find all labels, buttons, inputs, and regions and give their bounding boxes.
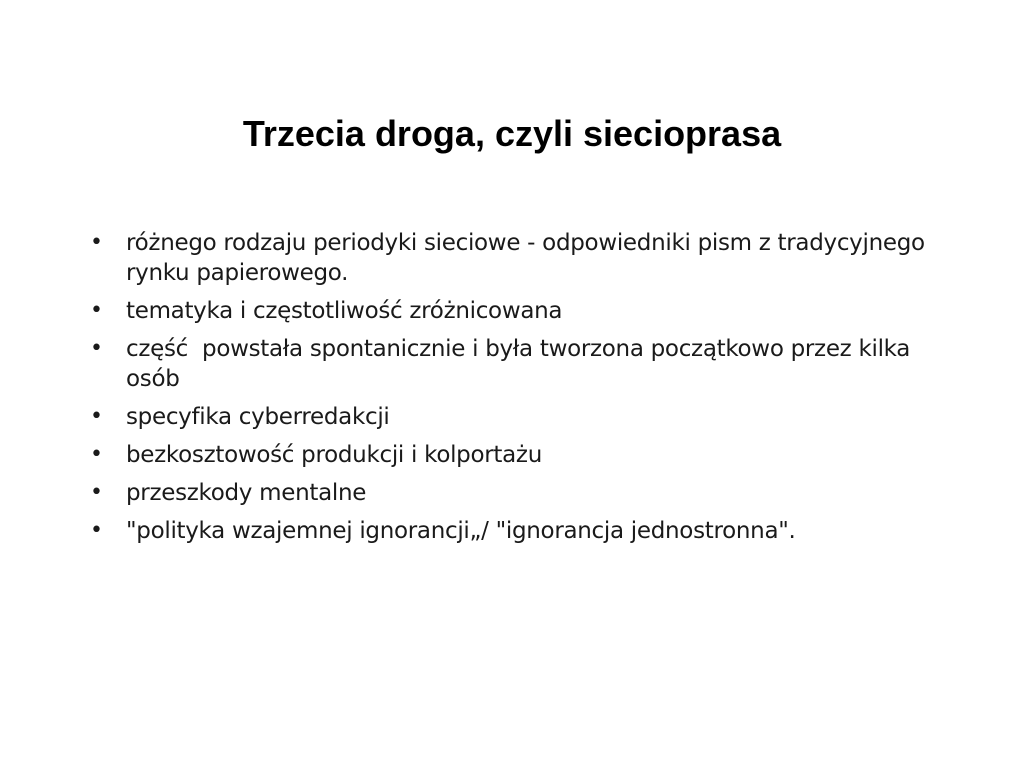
- bullet-text: różnego rodzaju periodyki sieciowe - odpowiedniki pism z tradycyjnego rynku papierowego.: [126, 230, 932, 286]
- bullet-text: tematyka i częstotliwość zróżnicowana: [126, 298, 563, 324]
- bullet-text: część powstała spontanicznie i była tworzona początkowo przez kilka osób: [126, 336, 918, 392]
- bullet-item: [90, 334, 950, 394]
- bullet-point-icon: •: [90, 230, 103, 255]
- bullet-item: [90, 440, 950, 470]
- bullet-text: specyfika cyberredakcji: [126, 404, 390, 430]
- bullet-point-icon: •: [90, 480, 103, 505]
- slide-title: Trzecia droga, czyli siecioprasa: [242, 113, 782, 154]
- bullet-list: [90, 228, 950, 554]
- bullet-point-icon: •: [90, 442, 103, 467]
- bullet-item: [90, 296, 950, 326]
- bullet-point-icon: •: [90, 404, 103, 429]
- bullet-item: [90, 516, 950, 546]
- bullet-text: bezkosztowość produkcji i kolportażu: [126, 442, 542, 468]
- bullet-point-icon: •: [90, 336, 103, 361]
- bullet-item: [90, 228, 950, 288]
- bullet-text: "polityka wzajemnej ignorancji„/ "ignorancja jednostronna".: [126, 518, 796, 544]
- bullet-point-icon: •: [90, 518, 103, 543]
- bullet-point-icon: •: [90, 298, 103, 323]
- bullet-text: przeszkody mentalne: [126, 480, 367, 506]
- bullet-item: [90, 402, 950, 432]
- bullet-item: [90, 478, 950, 508]
